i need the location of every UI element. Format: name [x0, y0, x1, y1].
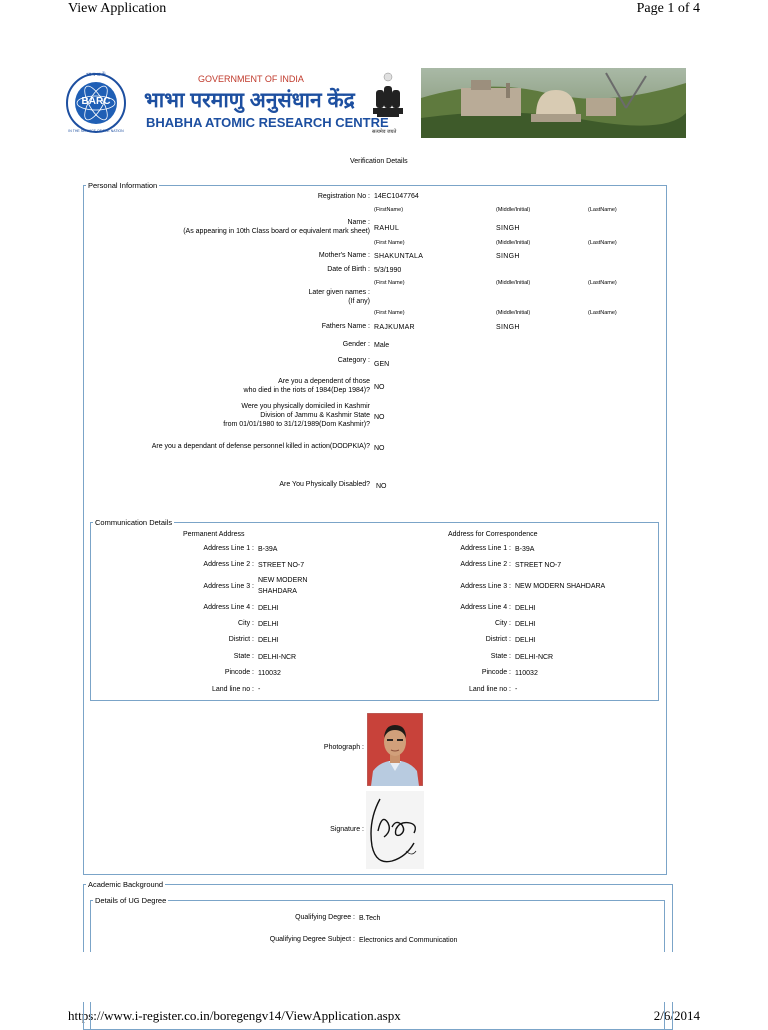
corr-line2-label: Address Line 2 : [460, 561, 511, 568]
gender-label: Gender : [342, 341, 370, 348]
gov-of-india: GOVERNMENT OF INDIA [198, 74, 304, 84]
perm-line3-label: Address Line 3 : [203, 583, 254, 590]
kashmir-question-line3: from 01/01/1980 to 31/12/1989(Dom Kashmir)? [223, 421, 370, 428]
barc-hindi-name: भाभा परमाणु अनुसंधान केंद्र [144, 89, 355, 112]
communication-legend: Communication Details [95, 518, 173, 527]
dob-label: Date of Birth : [327, 266, 370, 273]
corr-line2-value: STREET NO-7 [515, 562, 562, 569]
sub-middle-3: (Middle/Initial) [496, 280, 531, 286]
perm-state-value: DELHI-NCR [258, 654, 297, 661]
sub-last: (LastName) [588, 207, 617, 213]
personal-info-legend: Personal Information [88, 181, 158, 190]
perm-landline-value: - [258, 686, 261, 693]
perm-district-value: DELHI [258, 637, 279, 644]
corr-landline-value: - [515, 686, 518, 693]
qualifying-degree-label: Qualifying Degree : [295, 914, 355, 921]
dodpkia-question: Are you a dependant of defense personnel killed in action(DODPKIA)? [151, 443, 370, 450]
mother-label: Mother's Name : [318, 252, 370, 259]
page-number: Page 1 of 4 [636, 1, 700, 16]
sub-middle-2: (Middle/Initial) [496, 240, 531, 246]
signature-label: Signature : [330, 826, 364, 833]
name-note: (As appearing in 10th Class board or equivalent mark sheet) [183, 228, 370, 235]
name-label: Name : [347, 219, 370, 226]
perm-line1-label: Address Line 1 : [203, 545, 254, 552]
father-first: RAJKUMAR [374, 324, 415, 331]
disabled-answer: NO [376, 483, 387, 490]
sub-first-4: (First Name) [374, 310, 405, 316]
barc-logo-ring-bottom: IN THE SERVICE OF THE NATION [68, 129, 124, 133]
qualifying-subject-value: Electronics and Communication [359, 937, 458, 944]
riots-answer: NO [374, 384, 385, 391]
sub-last-4: (LastName) [588, 310, 617, 316]
perm-line1-value: B-39A [258, 546, 278, 553]
qualifying-subject-label: Qualifying Degree Subject : [269, 936, 355, 943]
perm-line3-value-b: SHAHDARA [258, 588, 297, 595]
sub-middle-4: (Middle/Initial) [496, 310, 531, 316]
emblem-caption: सत्यमेव जयते [372, 129, 397, 135]
corr-pincode-value: 110032 [515, 670, 538, 677]
sub-middle: (Middle/Initial) [496, 207, 531, 213]
perm-landline-label: Land line no : [211, 686, 254, 693]
dodpkia-answer: NO [374, 445, 385, 452]
corr-line4-value: DELHI [515, 605, 536, 612]
corr-line3-value: NEW MODERN SHAHDARA [515, 583, 606, 590]
reg-no-value: 14EC1047764 [374, 193, 419, 200]
barc-logo-text: BARC [81, 96, 111, 107]
perm-district-label: District : [228, 636, 254, 643]
later-names-label: Later given names : [308, 289, 370, 296]
sub-first-3: (First Name) [374, 280, 405, 286]
kashmir-answer: NO [374, 414, 385, 421]
mother-last: SINGH [496, 253, 520, 260]
corr-district-label: District : [485, 636, 511, 643]
category-value: GEN [374, 361, 390, 368]
print-date: 2/6/2014 [653, 1008, 700, 1023]
perm-line2-value: STREET NO-7 [258, 562, 305, 569]
perm-city-label: City : [238, 620, 254, 627]
corr-district-value: DELHI [515, 637, 536, 644]
name-last: SINGH [496, 225, 520, 232]
photograph-label: Photograph : [323, 744, 364, 751]
perm-pincode-label: Pincode : [224, 669, 254, 676]
later-names-note: (If any) [348, 298, 370, 305]
riots-question-line2: who died in the riots of 1984(Dep 1984)? [243, 387, 370, 394]
applicant-photograph [367, 713, 423, 786]
corr-city-label: City : [495, 620, 511, 627]
applicant-signature [366, 791, 424, 869]
page-cut-mask [0, 952, 768, 1002]
corr-line1-label: Address Line 1 : [460, 545, 511, 552]
sub-last-3: (LastName) [588, 280, 617, 286]
disabled-question: Are You Physically Disabled? [279, 481, 370, 488]
corr-pincode-label: Pincode : [481, 669, 511, 676]
corr-state-label: State : [490, 653, 511, 660]
category-label: Category : [337, 357, 370, 364]
perm-line2-label: Address Line 2 : [203, 561, 254, 568]
sub-first-2: (First Name) [374, 240, 405, 246]
print-title: View Application [68, 1, 167, 16]
corr-line4-label: Address Line 4 : [460, 604, 511, 611]
correspondence-address-heading: Address for Correspondence [448, 531, 538, 538]
corr-line1-value: B-39A [515, 546, 535, 553]
perm-state-label: State : [233, 653, 254, 660]
perm-line4-label: Address Line 4 : [203, 604, 254, 611]
academic-legend: Academic Background [88, 880, 164, 889]
name-first: RAHUL [374, 225, 400, 232]
sub-first: (FirstName) [374, 207, 404, 213]
mother-first: SHAKUNTALA [374, 253, 424, 260]
kashmir-question-line1: Were you physically domiciled in Kashmir [241, 403, 370, 410]
kashmir-question-line2: Division of Jammu & Kashmir State [260, 412, 370, 419]
permanent-address-heading: Permanent Address [183, 531, 245, 538]
corr-city-value: DELHI [515, 621, 536, 628]
perm-city-value: DELHI [258, 621, 279, 628]
dob-value: 5/3/1990 [374, 267, 402, 274]
sub-last-2: (LastName) [588, 240, 617, 246]
perm-line4-value: DELHI [258, 605, 279, 612]
barc-banner [66, 68, 686, 138]
barc-english-name: BHABHA ATOMIC RESEARCH CENTRE [146, 115, 389, 130]
gender-value: Male [374, 342, 390, 349]
corr-landline-label: Land line no : [468, 686, 511, 693]
print-url: https://www.i-register.co.in/boregengv14/ViewApplication.aspx [68, 1008, 401, 1023]
perm-line3-value-a: NEW MODERN [258, 577, 308, 584]
qualifying-degree-value: B.Tech [359, 915, 381, 922]
father-last: SINGH [496, 324, 520, 331]
father-label: Fathers Name : [321, 323, 370, 330]
perm-pincode-value: 110032 [258, 670, 281, 677]
barc-logo-ring-top: भा प अ कें [86, 72, 106, 78]
riots-question-line1: Are you a dependent of those [278, 378, 370, 385]
reg-no-label: Registration No : [317, 193, 370, 200]
corr-line3-label: Address Line 3 : [460, 583, 511, 590]
page-title: Verification Details [350, 158, 408, 165]
ug-degree-legend: Details of UG Degree [95, 896, 167, 905]
corr-state-value: DELHI-NCR [515, 654, 554, 661]
